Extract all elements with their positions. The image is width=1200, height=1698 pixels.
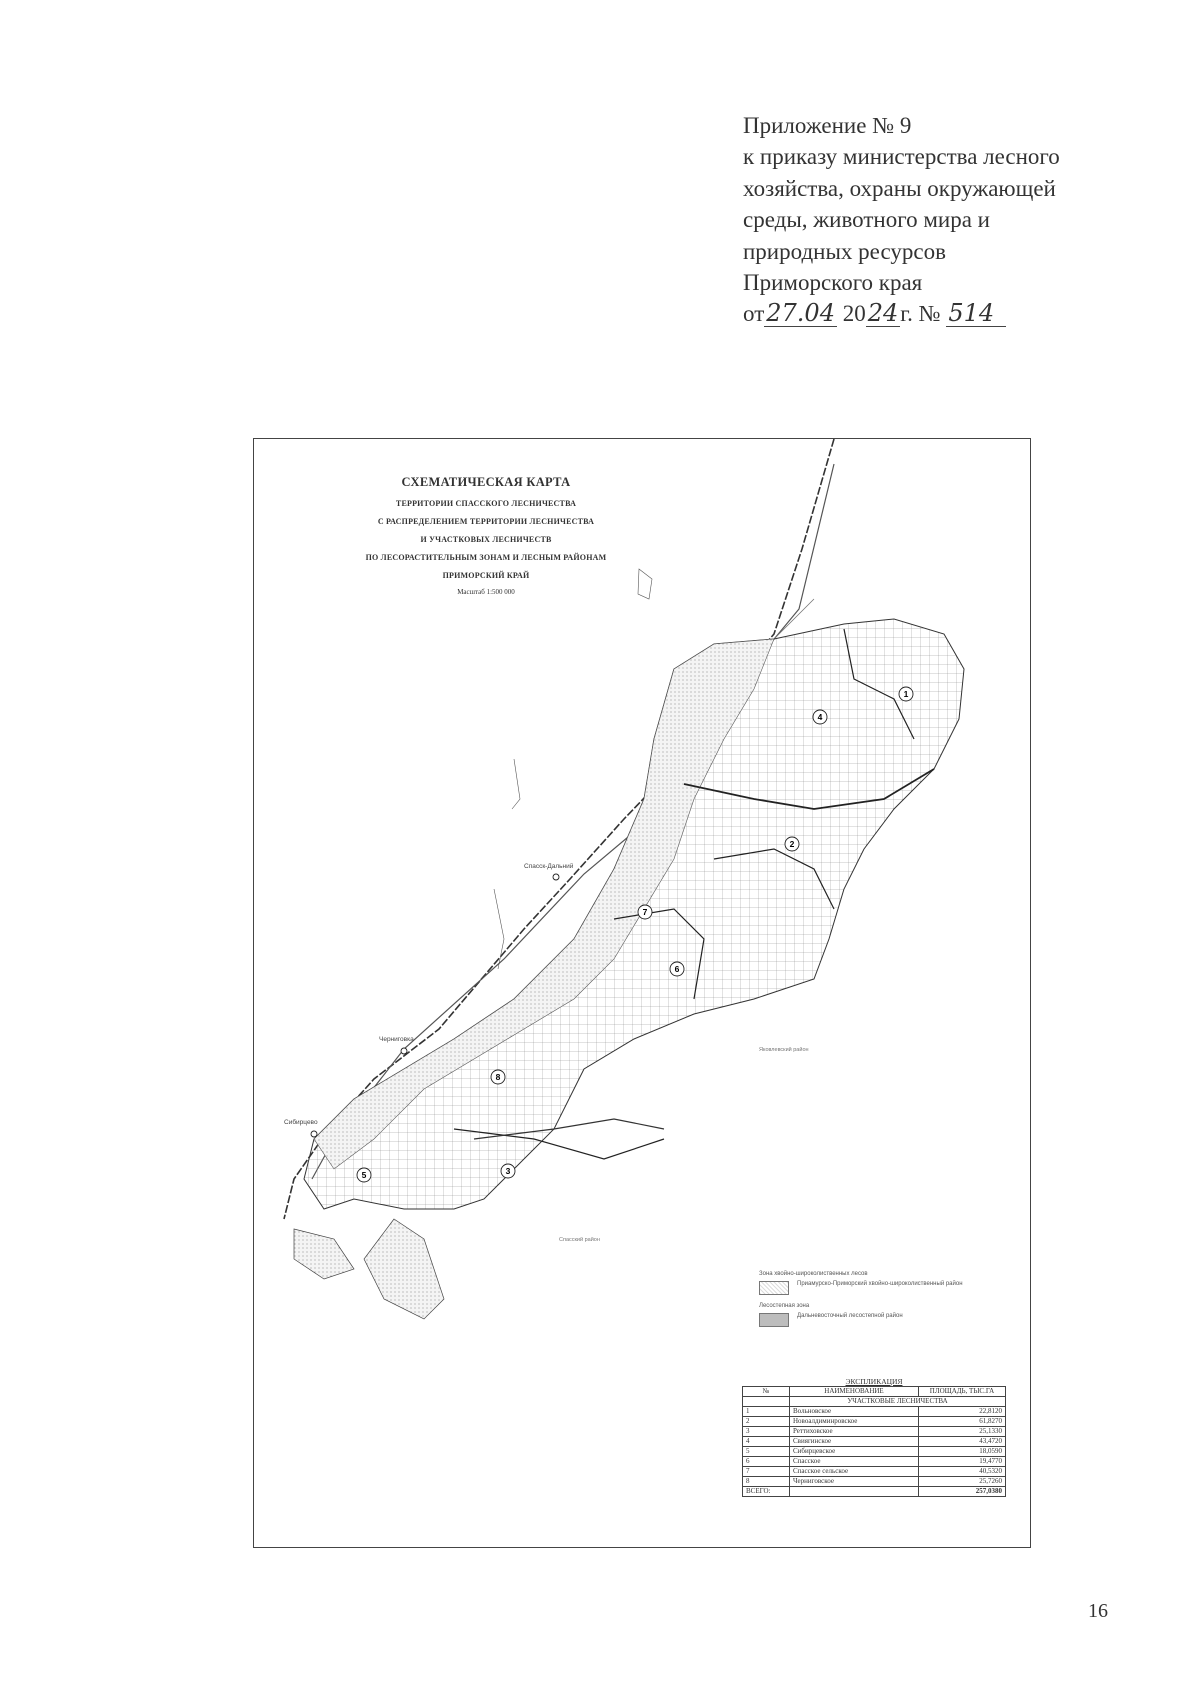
svg-text:2: 2 [789,839,795,849]
table-row: 3 Реттиховское 25,1330 [743,1427,1006,1437]
town-marker-chernigovka [401,1048,407,1054]
map-title-line-3: С РАСПРЕДЕЛЕНИЕМ ТЕРРИТОРИИ ЛЕСНИЧЕСТВА [377,517,595,526]
legend-item-2-label: Дальневосточный лесостепной район [797,1313,903,1319]
svg-text:3: 3 [505,1166,511,1176]
svg-text:1: 1 [903,689,909,699]
district-marker-8 [491,1070,505,1084]
table-row: 7 Спасское сельское 40,5320 [743,1467,1006,1477]
explication-header-name: НАИМЕНОВАНИЕ [790,1387,919,1397]
district-marker-4 [813,710,827,724]
annex-year-end: г. № [900,301,941,327]
town-label-spassk: Спасск-Дальний [524,863,574,870]
district-marker-2 [785,837,799,851]
table-row: 8 Черниговское 25,7260 [743,1477,1006,1487]
map-title-line-4: И УЧАСТКОВЫХ ЛЕСНИЧЕСТВ [420,535,552,544]
svg-text:6: 6 [674,964,680,974]
svg-text:5: 5 [361,1170,367,1180]
district-marker-5 [357,1168,371,1182]
explication-caption: ЭКСПЛИКАЦИЯ [845,1377,903,1386]
svg-text:4: 4 [817,712,823,722]
explication-total-label: ВСЕГО: [743,1487,790,1497]
explication-total-row [743,1487,1006,1497]
map-title [266,475,706,596]
town-label-sibirtsevo: Сибирцево [284,1119,318,1126]
legend-zone-2-title: Лесостепная зона [759,1303,810,1309]
handwritten-date: 27.04 [766,299,835,328]
legend-swatch-grey [759,1313,789,1327]
district-marker-3 [501,1164,515,1178]
region-label-yakovlevsky: Яковлевский район [759,1047,809,1053]
map-legend [759,1271,1009,1335]
explication-total-value: 257,0380 [919,1487,1006,1497]
legend-zone-1-title: Зона хвойно-широколиственных лесов [759,1271,868,1277]
annex-line-4: среды, животного мира и [743,207,990,233]
district-marker-6 [670,962,684,976]
district-marker-1 [899,687,913,701]
annex-block [743,110,1143,330]
region-label-spassky: Спасский район [559,1237,600,1243]
map-title-line-2: ТЕРРИТОРИИ СПАССКОГО ЛЕСНИЧЕСТВА [395,499,577,508]
annex-line-1: Приложение № 9 [743,113,912,138]
legend-swatch-hatched [759,1281,789,1295]
page-number: 16 [1088,1600,1108,1622]
south-lobe-2 [294,1229,354,1279]
annex-line-5: природных ресурсов [743,238,946,264]
explication-header-num: № [743,1387,790,1397]
map-frame [253,438,1031,1548]
handwritten-year: 24 [867,299,899,328]
svg-text:7: 7 [642,907,648,917]
explication-subheader: УЧАСТКОВЫЕ ЛЕСНИЧЕСТВА [790,1397,1006,1407]
legend-item-1 [759,1281,1009,1295]
legend-item-2 [759,1313,1009,1327]
map-scale: Масштаб 1:500 000 [457,588,515,596]
annex-line-2: к приказу министерства лесного [743,144,1060,170]
table-row: 5 Сибирцевское 18,0590 [743,1447,1006,1457]
map-title-main: СХЕМАТИЧЕСКАЯ КАРТА [401,475,571,489]
table-row: 1 Вольновское 22,8120 [743,1407,1006,1417]
explication-header-area: ПЛОЩАДЬ, ТЫС.ГА [919,1387,1006,1397]
annex-ot: от [743,301,765,327]
svg-text:8: 8 [495,1072,501,1082]
annex-year-prefix: 20 [842,301,866,327]
district-marker-7 [638,905,652,919]
map-title-line-6: ПРИМОРСКИЙ КРАЙ [442,571,530,580]
table-row: 4 Свиягинское 43,4720 [743,1437,1006,1447]
handwritten-order-number: 514 [946,300,1006,327]
explication-table [742,1377,1006,1497]
annex-line-3: хозяйства, охраны окружающей [743,175,1056,201]
annex-date-line [743,298,1143,329]
annex-line-6: Приморского края [743,270,923,296]
south-lobe [364,1219,444,1319]
town-marker-sibirtsevo [311,1131,317,1137]
map-fragment-3 [494,889,504,969]
town-label-chernigovka: Черниговка [379,1036,414,1043]
table-row: 6 Спасское 19,4770 [743,1457,1006,1467]
legend-item-1-label: Приамурско-Приморский хвойно-широколиственный район [797,1281,963,1287]
map-title-line-5: ПО ЛЕСОРАСТИТЕЛЬНЫМ ЗОНАМ И ЛЕСНЫМ РАЙОНАМ [365,553,607,562]
map-fragment-2 [512,759,520,809]
town-marker-spassk [553,874,559,880]
table-row: 2 Новоалдиминровское 61,8270 [743,1417,1006,1427]
